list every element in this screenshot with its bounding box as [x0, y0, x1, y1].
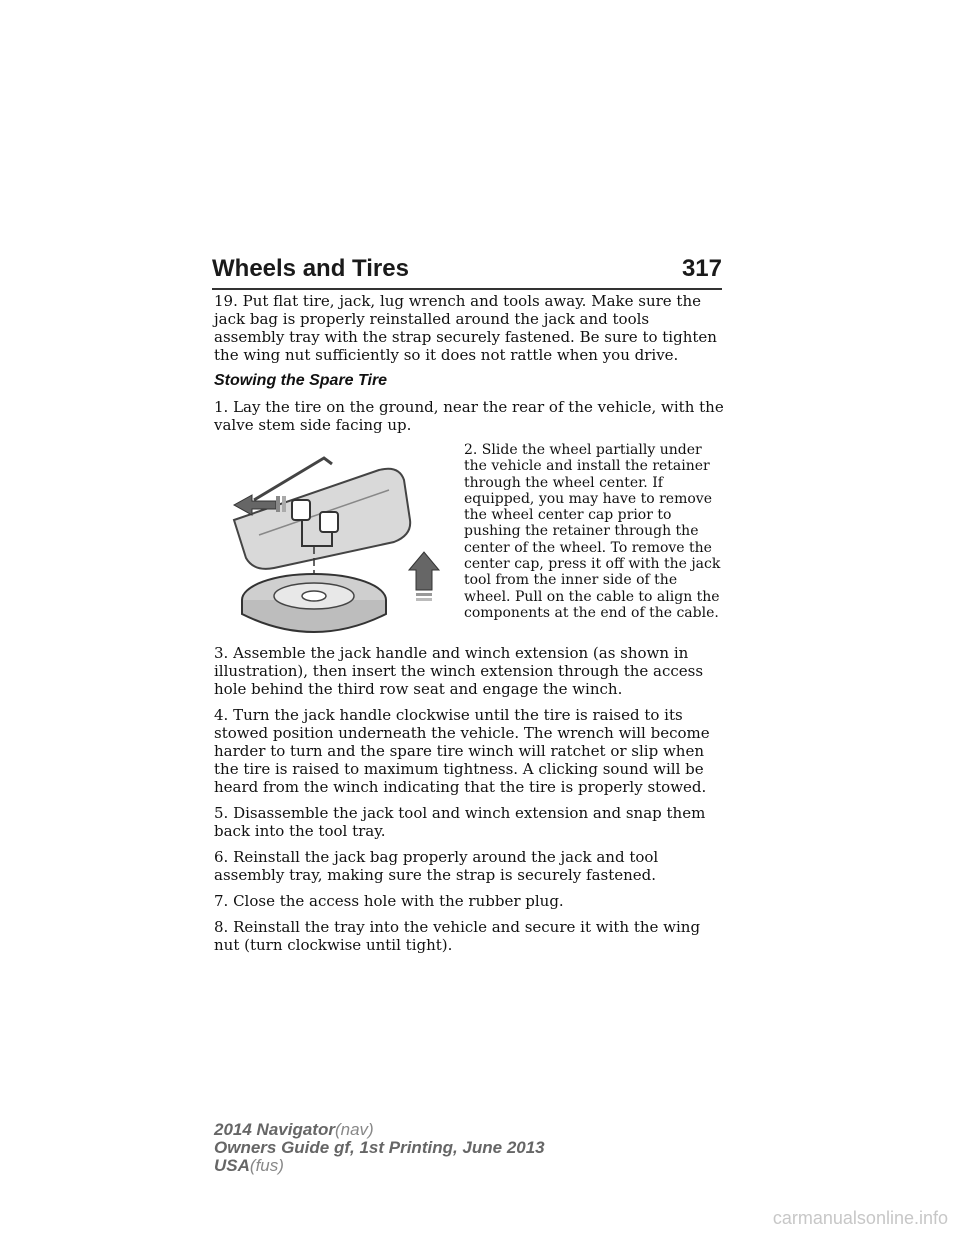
page-content: [214, 292, 724, 962]
section-title: Wheels and Tires: [212, 255, 409, 282]
page-number: 317: [681, 255, 722, 282]
page-footer: [214, 1121, 545, 1175]
footer-line-1: [214, 1121, 545, 1139]
footer-line-2: [214, 1139, 545, 1157]
step-19-paragraph: 19. Put flat tire, jack, lug wrench and tools away. Make sure the jack bag is properly reinstalled around the jack and tools assembly tray with the strap securely fastened. Be sure to tighten the wing nut sufficiently so it does not rattle when you drive.: [214, 292, 717, 364]
header-rule: [212, 288, 722, 290]
footer-model: 2014 Navigator: [214, 1120, 335, 1139]
figure-row: [214, 442, 724, 638]
spare-tire-illustration: [214, 450, 444, 638]
footer-line-3: [214, 1157, 545, 1175]
step-8-paragraph: 8. Reinstall the tray into the vehicle and secure it with the wing nut (turn clockwise until tight).: [214, 918, 701, 954]
step-7-paragraph: 7. Close the access hole with the rubber plug.: [214, 892, 564, 910]
footer-model-code: (nav): [334, 1120, 374, 1139]
step-3-paragraph: 3. Assemble the jack handle and winch extension (as shown in illustration), then insert the winch extension through the access hole behind the third row seat and engage the winch.: [214, 644, 704, 698]
footer-market-code: (fus): [249, 1156, 284, 1175]
page-header: [212, 255, 722, 283]
watermark: carmanualsonline.info: [772, 1208, 948, 1228]
step-6-paragraph: 6. Reinstall the jack bag properly around the jack and tool assembly tray, making sure the strap is securely fastened.: [214, 848, 659, 884]
footer-guide-info: Owners Guide gf, 1st Printing, June 2013: [214, 1138, 545, 1157]
step-4-paragraph: 4. Turn the jack handle clockwise until the tire is raised to its stowed position underneath the vehicle. The wrench will become harder to turn and the spare tire winch will ratchet or slip when the tire is raised to maximum tightness. A clicking sound will be heard from the winch indicating that the tire is properly stowed.: [214, 706, 710, 796]
step-2-paragraph: 2. Slide the wheel partially under the vehicle and install the retainer through the wheel center. If equipped, you may have to remove the wheel center cap prior to pushing the retainer through the center of the wheel. To remove the center cap, press it off with the jack tool from the inner side of the wheel. Pull on the cable to align the components at the end of the cable.: [464, 442, 721, 621]
step-1-paragraph: 1. Lay the tire on the ground, near the rear of the vehicle, with the valve stem side facing up.: [214, 398, 724, 434]
step-5-paragraph: 5. Disassemble the jack tool and winch extension and snap them back into the tool tray.: [214, 804, 706, 840]
up-arrow-icon: [409, 552, 439, 590]
footer-market: USA: [214, 1156, 250, 1175]
subheading: Stowing the Spare Tire: [214, 372, 388, 389]
